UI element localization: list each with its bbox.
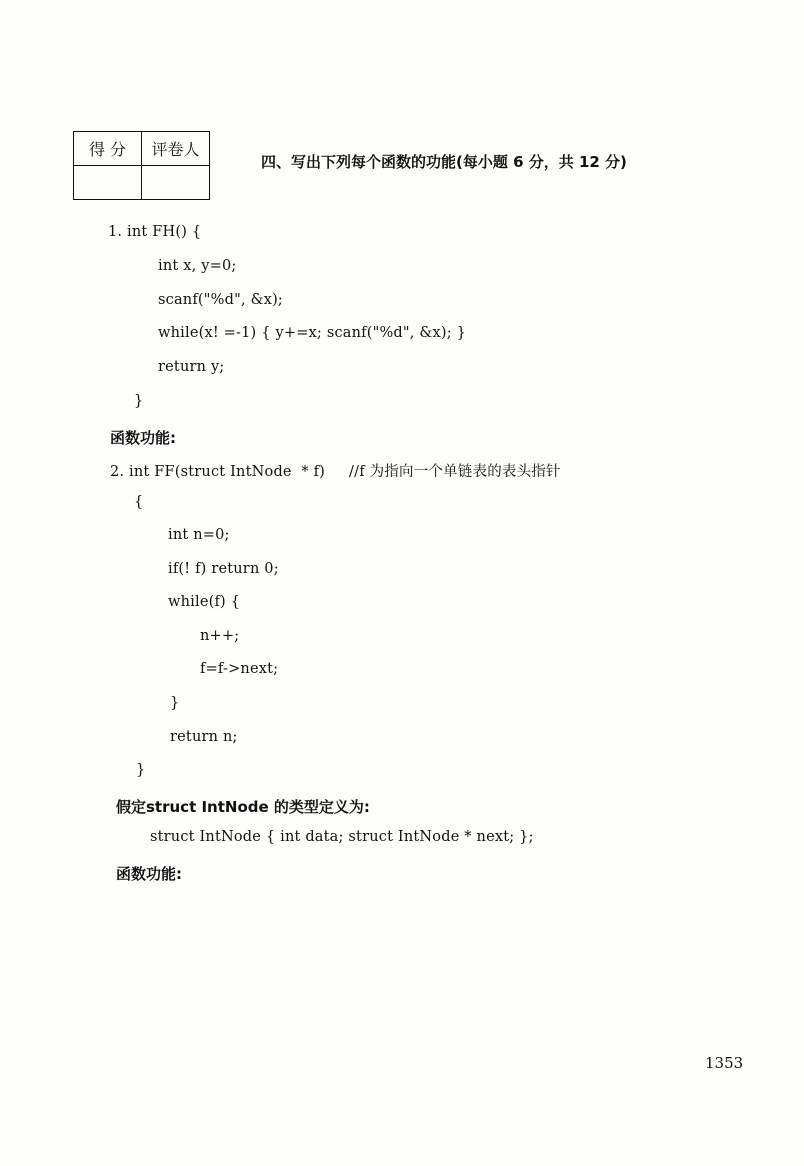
q1-line: } [134, 393, 144, 409]
struct-definition: struct IntNode { int data; struct IntNode * next; }; [150, 829, 534, 845]
q2-line: 2. int FF(struct IntNode * f) //f 为指向一个单链表的表头指针 [110, 464, 561, 480]
page-number: 1353 [705, 1054, 744, 1072]
score-header: 得 分 [74, 132, 142, 166]
section-title: 四、写出下列每个函数的功能(每小题 6 分，共 12 分) [261, 153, 627, 171]
q1-line: 1. int FH() { [108, 224, 202, 240]
grader-header: 评卷人 [142, 132, 210, 166]
score-cell[interactable] [74, 166, 142, 200]
q1-line: scanf("%d", &x); [158, 292, 284, 308]
q2-line: int n=0; [168, 527, 230, 543]
q2-line: f=f->next; [200, 661, 279, 677]
q2-line: while(f) { [168, 594, 241, 610]
q2-line: } [136, 762, 146, 778]
q2-line: return n; [170, 729, 238, 745]
q1-line: while(x! =-1) { y+=x; scanf("%d", &x); } [158, 325, 467, 341]
q2-line: if(! f) return 0; [168, 561, 279, 577]
q1-line: int x, y=0; [158, 258, 237, 274]
q1-answer-label: 函数功能: [110, 429, 176, 447]
q2-line: n++; [200, 628, 240, 644]
q2-answer-label: 函数功能: [116, 865, 182, 883]
struct-note: 假定struct IntNode 的类型定义为: [116, 798, 370, 816]
q2-line: { [134, 494, 144, 510]
q2-line: } [170, 695, 180, 711]
score-table [73, 131, 210, 200]
grader-cell[interactable] [142, 166, 210, 200]
q1-line: return y; [158, 359, 225, 375]
